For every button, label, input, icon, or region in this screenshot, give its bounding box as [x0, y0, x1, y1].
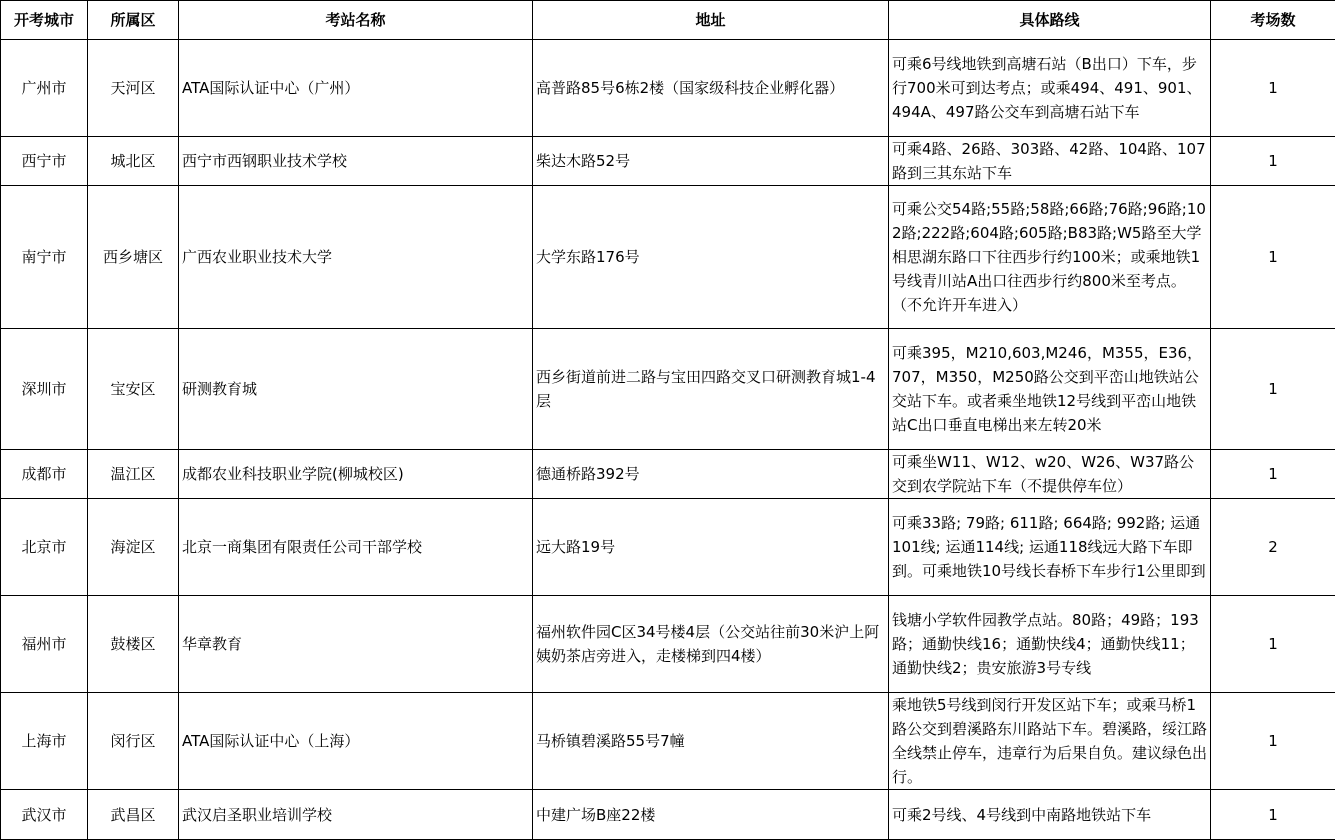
cell-city: 深圳市 — [1, 329, 88, 450]
table-row — [1, 596, 1335, 693]
cell-address: 大学东路176号 — [533, 186, 889, 329]
cell-room-count: 2 — [1211, 499, 1335, 596]
table-row — [1, 450, 1335, 499]
cell-district: 温江区 — [88, 450, 179, 499]
cell-district: 鼓楼区 — [88, 596, 179, 693]
cell-route: 可乘33路; 79路; 611路; 664路; 992路; 运通101线; 运通114线; 运通118线远大路下车即到。可乘地铁10号线长春桥下车步行1公里即到 — [889, 499, 1211, 596]
header-district: 所属区 — [88, 1, 179, 40]
cell-address: 马桥镇碧溪路55号7幢 — [533, 693, 889, 790]
cell-room-count: 1 — [1211, 186, 1335, 329]
cell-city: 上海市 — [1, 693, 88, 790]
cell-route: 可乘4路、26路、303路、42路、104路、107路到三其东站下车 — [889, 137, 1211, 186]
cell-route: 乘地铁5号线到闵行开发区站下车；或乘马桥1路公交到碧溪路东川路站下车。碧溪路，绥江路全线禁止停车，违章行为后果自负。建议绿色出行。 — [889, 693, 1211, 790]
cell-district: 海淀区 — [88, 499, 179, 596]
cell-district: 西乡塘区 — [88, 186, 179, 329]
table-row — [1, 186, 1335, 329]
cell-site-name: 武汉启圣职业培训学校 — [179, 790, 533, 840]
cell-room-count: 1 — [1211, 596, 1335, 693]
table-row — [1, 137, 1335, 186]
cell-route: 钱塘小学软件园教学点站。80路；49路；193路；通勤快线16；通勤快线4；通勤快线11；通勤快线2；贵安旅游3号专线 — [889, 596, 1211, 693]
cell-city: 武汉市 — [1, 790, 88, 840]
table-row — [1, 499, 1335, 596]
cell-route: 可乘公交54路;55路;58路;66路;76路;96路;102路;222路;604路;605路;B83路;W5路至大学相思湖东路口下往西步行约100米；或乘地铁1号线青川站A出口往西步行约800米至考点。（不允许开车进入） — [889, 186, 1211, 329]
cell-site-name: ATA国际认证中心（上海） — [179, 693, 533, 790]
cell-district: 武昌区 — [88, 790, 179, 840]
cell-site-name: 华章教育 — [179, 596, 533, 693]
header-exam-city: 开考城市 — [1, 1, 88, 40]
cell-city: 西宁市 — [1, 137, 88, 186]
cell-city: 南宁市 — [1, 186, 88, 329]
cell-district: 天河区 — [88, 40, 179, 137]
cell-room-count: 1 — [1211, 329, 1335, 450]
cell-site-name: 研测教育城 — [179, 329, 533, 450]
cell-city: 福州市 — [1, 596, 88, 693]
cell-address: 德通桥路392号 — [533, 450, 889, 499]
cell-site-name: 西宁市西钢职业技术学校 — [179, 137, 533, 186]
header-site-name: 考站名称 — [179, 1, 533, 40]
header-room-count: 考场数 — [1211, 1, 1335, 40]
cell-address: 西乡街道前进二路与宝田四路交叉口研测教育城1-4层 — [533, 329, 889, 450]
cell-room-count: 1 — [1211, 450, 1335, 499]
cell-city: 北京市 — [1, 499, 88, 596]
table-row — [1, 693, 1335, 790]
cell-address: 远大路19号 — [533, 499, 889, 596]
cell-district: 闵行区 — [88, 693, 179, 790]
header-address: 地址 — [533, 1, 889, 40]
cell-route: 可乘2号线、4号线到中南路地铁站下车 — [889, 790, 1211, 840]
cell-route: 可乘坐W11、W12、w20、W26、W37路公交到农学院站下车（不提供停车位） — [889, 450, 1211, 499]
cell-room-count: 1 — [1211, 790, 1335, 840]
cell-address: 福州软件园C区34号楼4层（公交站往前30米沪上阿姨奶茶店旁进入，走楼梯到四4楼） — [533, 596, 889, 693]
cell-address: 柴达木路52号 — [533, 137, 889, 186]
table-row — [1, 790, 1335, 840]
table-row — [1, 40, 1335, 137]
cell-room-count: 1 — [1211, 40, 1335, 137]
cell-room-count: 1 — [1211, 693, 1335, 790]
cell-district: 城北区 — [88, 137, 179, 186]
cell-city: 广州市 — [1, 40, 88, 137]
header-route: 具体路线 — [889, 1, 1211, 40]
table-row — [1, 329, 1335, 450]
cell-site-name: 北京一商集团有限责任公司干部学校 — [179, 499, 533, 596]
cell-district: 宝安区 — [88, 329, 179, 450]
cell-site-name: 成都农业科技职业学院(柳城校区) — [179, 450, 533, 499]
cell-route: 可乘395，M210,603,M246，M355，E36，707，M350，M250路公交到平峦山地铁站公交站下车。或者乘坐地铁12号线到平峦山地铁站C出口垂直电梯出来左转20米 — [889, 329, 1211, 450]
cell-address: 中建广场B座22楼 — [533, 790, 889, 840]
cell-site-name: ATA国际认证中心（广州） — [179, 40, 533, 137]
cell-route: 可乘6号线地铁到高塘石站（B出口）下车，步行700米可到达考点；或乘494、491、901、494A、497路公交车到高塘石站下车 — [889, 40, 1211, 137]
cell-city: 成都市 — [1, 450, 88, 499]
table-header-row — [1, 1, 1335, 40]
cell-room-count: 1 — [1211, 137, 1335, 186]
cell-site-name: 广西农业职业技术大学 — [179, 186, 533, 329]
cell-address: 高普路85号6栋2楼（国家级科技企业孵化器） — [533, 40, 889, 137]
